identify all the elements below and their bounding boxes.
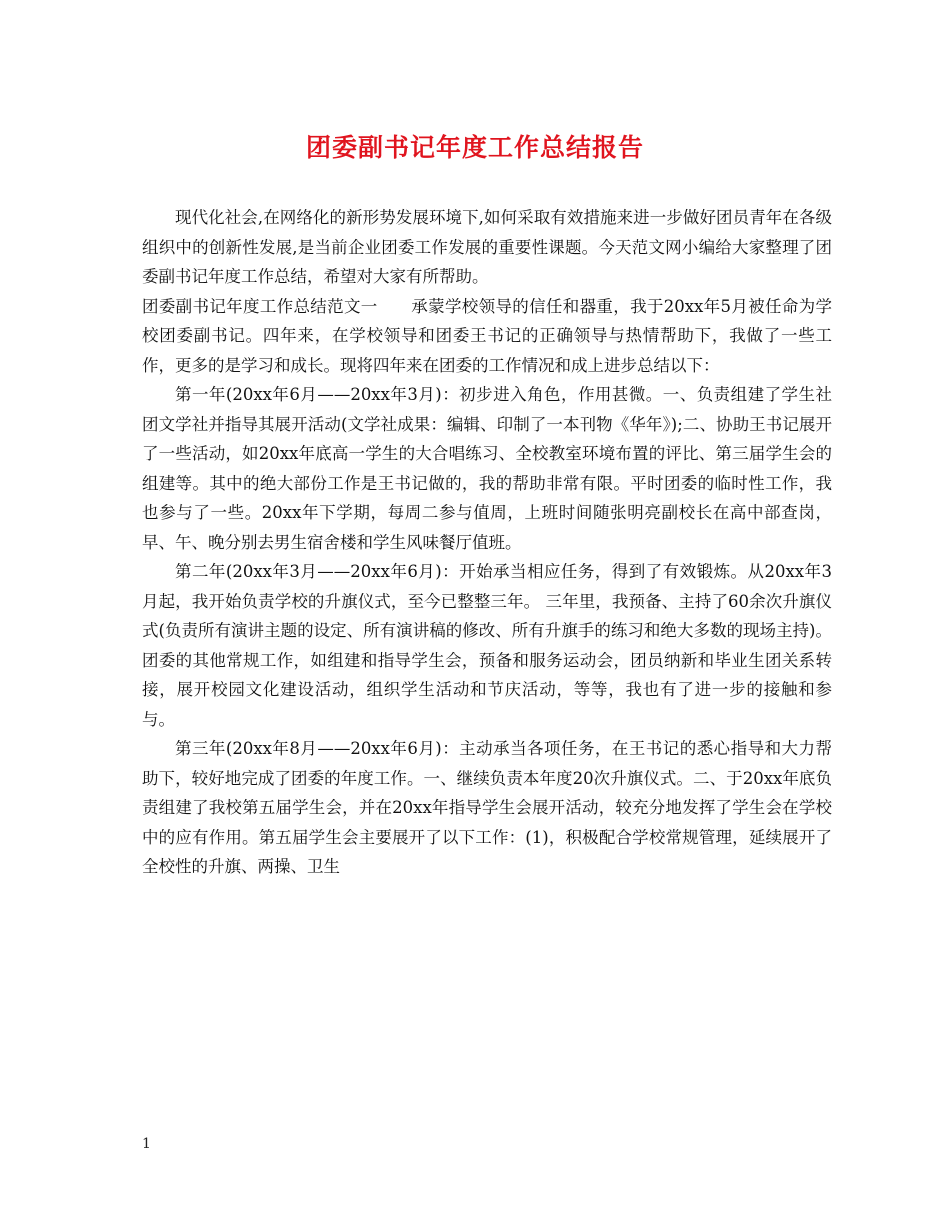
second-year-paragraph: 第二年(20xx年3月——20xx年6月)：开始承当相应任务，得到了有效锻炼。从20xx年3月起，我开始负责学校的升旗仪式，至今已整整三年。 三年里，我预备、主持了60余次升旗仪式(负责所有演讲主题的设定、所有演讲稿的修改、所有升旗手的练习和绝大多数的现场主持)。团委的其他常规工作，如组建和指导学生会，预备和服务运动会，团员纳新和毕业生团关系转接，展开校园文化建设活动，组织学生活动和节庆活动，等等，我也有了进一步的接触和参与。 <box>142 562 832 729</box>
page-number: 1 <box>142 1136 151 1152</box>
first-year-paragraph: 第一年(20xx年6月——20xx年3月)：初步进入角色，作用甚微。一、负责组建了学生社团文学社并指导其展开活动(文学社成果：编辑、印制了一本刊物《华年》);二、协助王书记展开了一些活动，如20xx年底高一学生的大合唱练习、全校教室环境布置的评比、第三届学生会的组建等。其中的绝大部份工作是王书记做的，我的帮助非常有限。平时团委的临时性工作，我也参与了一些。20xx年下学期，每周二参与值周，上班时间随张明亮副校长在高中部查岗，早、午、晚分别去男生宿舍楼和学生风味餐厅值班。 <box>142 385 832 552</box>
third-year-paragraph: 第三年(20xx年8月——20xx年6月)：主动承当各项任务，在王书记的悉心指导和大力帮助下，较好地完成了团委的年度工作。一、继续负责本年度20次升旗仪式。二、于20xx年底负责组建了我校第五届学生会，并在20xx年指导学生会展开活动，较充分地发挥了学生会在学校中的应有作用。第五届学生会主要展开了以下工作：(1)，积极配合学校常规管理，延续展开了全校性的升旗、两操、卫生 <box>142 739 832 876</box>
intro-paragraph: 现代化社会,在网络化的新形势发展环境下,如何采取有效措施来进一步做好团员青年在各级组织中的创新性发展,是当前企业团委工作发展的重要性课题。今天范文网小编给大家整理了团委副书记年度工作总结，希望对大家有所帮助。 <box>142 208 832 286</box>
sample-one-intro-paragraph: 团委副书记年度工作总结范文一 承蒙学校领导的信任和器重，我于20xx年5月被任命为学校团委副书记。四年来，在学校领导和团委王书记的正确领导与热情帮助下，我做了一些工作，更多的是学习和成长。现将四年来在团委的工作情况和成上进步总结以下： <box>142 296 832 375</box>
document-body <box>142 203 832 882</box>
document-title: 团委副书记年度工作总结报告 <box>305 133 644 162</box>
